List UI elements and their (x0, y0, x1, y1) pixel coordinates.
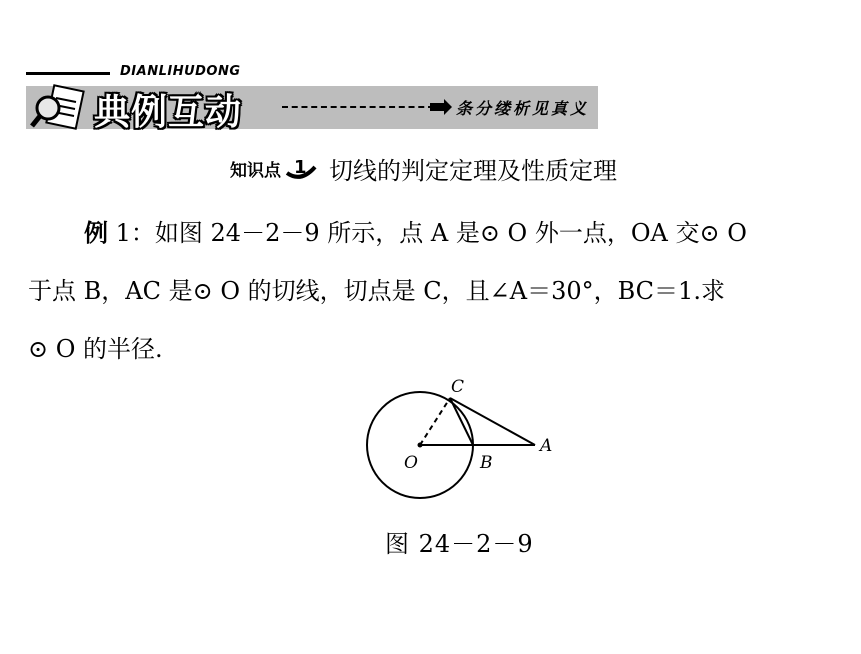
banner-pinyin: DIANLIHUDONG (120, 64, 241, 79)
banner-title: 典例互动 (94, 92, 243, 133)
knowledge-point-number: 1 (294, 157, 307, 178)
radius-oc-dashed (420, 398, 450, 445)
geometry-figure (360, 376, 560, 504)
banner-motto: 条分缕析见真义 (456, 99, 590, 118)
tangent-ac (450, 398, 535, 445)
arrow-right-icon (430, 99, 452, 115)
example-problem (28, 204, 848, 378)
example-line-3: ⊙ O 的半径. (28, 335, 163, 363)
section-banner (26, 62, 602, 134)
label-c: C (451, 377, 465, 397)
label-b: B (480, 453, 493, 473)
example-line-2: 于点 B，AC 是⊙ O 的切线，切点是 C，且∠A＝30°，BC＝1.求 (28, 277, 725, 305)
figure-caption: 图 24－2－9 (385, 530, 534, 558)
label-o: O (404, 453, 418, 473)
example-line-1-text: 1：如图 24－2－9 所示，点 A 是⊙ O 外一点，OA 交⊙ O (108, 219, 747, 247)
knowledge-point-title: 切线的判定定理及性质定理 (329, 156, 617, 185)
example-line-1 (28, 204, 848, 262)
knowledge-point-heading (230, 150, 617, 186)
banner-top-rule (26, 72, 110, 75)
example-label: 例 (84, 219, 108, 247)
knowledge-point-number-badge (283, 155, 319, 181)
label-a: A (540, 436, 553, 456)
magnifier-icon (30, 82, 92, 132)
center-point-o (418, 443, 423, 448)
banner-dashed-line (282, 106, 434, 108)
knowledge-point-label: 知识点 (230, 160, 281, 181)
